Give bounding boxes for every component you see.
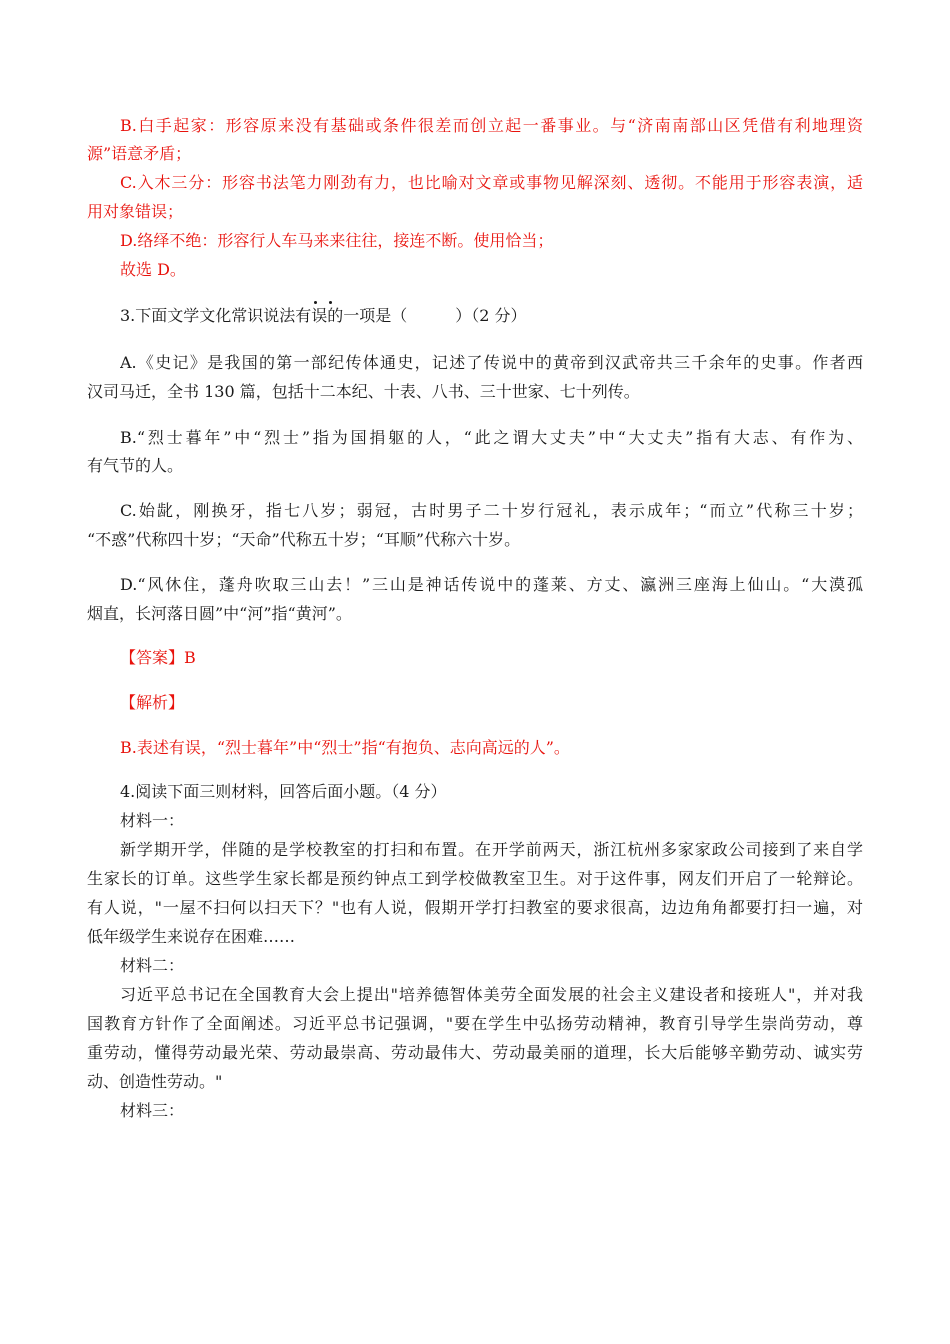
q4-material2-line4: 动、创造性劳动。" — [87, 1072, 223, 1091]
q4-material2-title: 材料二： — [120, 956, 185, 975]
q3-option-b-line2: 有气节的人。 — [87, 456, 184, 475]
q4-material1-line2: 生家长的订单。这些学生家长都是预约钟点工到学校做教室卫生。对于这件事，网友们开启了一轮辩论。 — [87, 869, 863, 888]
q2-option-b-analysis-line2: 源”语意矛盾； — [87, 144, 192, 163]
q3-option-d-line1: D.“风休住，蓬舟吹取三山去！”三山是神话传说中的蓬莱、方丈、瀛洲三座海上仙山。“大漠孤 — [120, 575, 863, 594]
q3-option-d-line2: 烟直，长河落日圆”中“河”指“黄河”。 — [87, 604, 352, 623]
q2-conclusion: 故选 D。 — [120, 260, 186, 279]
q3-answer — [120, 647, 863, 669]
answer-value: B — [184, 648, 196, 667]
q3-stem: 3.下面文学文化常识说法有误的一项是（ ）（2 分） — [120, 306, 527, 325]
q4-material1-line4: 低年级学生来说存在困难…… — [87, 927, 296, 946]
q4-material1-title: 材料一： — [120, 811, 185, 830]
q3-analysis-tag: 【解析】 — [120, 693, 185, 712]
q2-option-b-analysis-line1: B.白手起家：形容原来没有基础或条件很差而创立起一番事业。与“济南南部山区凭借有利地理资 — [120, 116, 863, 135]
emphasis-dot — [329, 301, 332, 304]
q2-option-c-analysis-line2: 用对象错误； — [87, 202, 184, 221]
answer-tag: 【答案】 — [120, 648, 185, 667]
q4-material2-line1: 习近平总书记在全国教育大会上提出"培养德智体美劳全面发展的社会主义建设者和接班人"，并对我 — [120, 985, 863, 1004]
q4-material1-line1: 新学期开学，伴随的是学校教室的打扫和布置。在开学前两天，浙江杭州多家家政公司接到了来自学 — [120, 840, 863, 859]
q4-material1-line3: 有人说，"一屋不扫何以扫天下？"也有人说，假期开学打扫教室的要求很高，边边角角都要打扫一遍，对 — [87, 898, 863, 917]
q3-option-a-line2: 汉司马迁，全书 130 篇，包括十二本纪、十表、八书、三十世家、七十列传。 — [87, 382, 640, 401]
q2-option-c-analysis-line1: C.入木三分：形容书法笔力刚劲有力，也比喻对文章或事物见解深刻、透彻。不能用于形容表演，适 — [120, 173, 863, 192]
q3-option-b-line1: B.“烈士暮年”中“烈士”指为国捐躯的人，“此之谓大丈夫”中“大丈夫”指有大志、有作为、 — [120, 428, 863, 447]
q4-material2-line2: 国教育方针作了全面阐述。习近平总书记强调，"要在学生中弘扬劳动精神，教育引导学生崇尚劳动，尊 — [87, 1014, 863, 1033]
q4-material2-line3: 重劳动，懂得劳动最光荣、劳动最崇高、劳动最伟大、劳动最美丽的道理，长大后能够辛勤劳动、诚实劳 — [87, 1043, 863, 1062]
q3-option-a-line1: A.《史记》是我国的第一部纪传体通史，记述了传说中的黄帝到汉武帝共三千余年的史事。作者西 — [120, 353, 863, 372]
q2-option-d-analysis: D.络绎不绝：形容行人车马来来往往，接连不断。使用恰当； — [120, 231, 554, 250]
q4-stem: 4.阅读下面三则材料，回答后面小题。（4 分） — [120, 782, 447, 801]
q3-option-c-line2: “不惑”代称四十岁；“天命”代称五十岁；“耳顺”代称六十岁。 — [87, 530, 521, 549]
q4-material3-title: 材料三： — [120, 1101, 185, 1120]
q3-analysis-text: B.表述有误，“烈士暮年”中“烈士”指“有抱负、志向高远的人”。 — [120, 738, 570, 757]
emphasis-dot — [314, 301, 317, 304]
q3-option-c-line1: C.始龀，刚换牙，指七八岁；弱冠，古时男子二十岁行冠礼，表示成年；“而立”代称三十岁； — [120, 501, 863, 520]
